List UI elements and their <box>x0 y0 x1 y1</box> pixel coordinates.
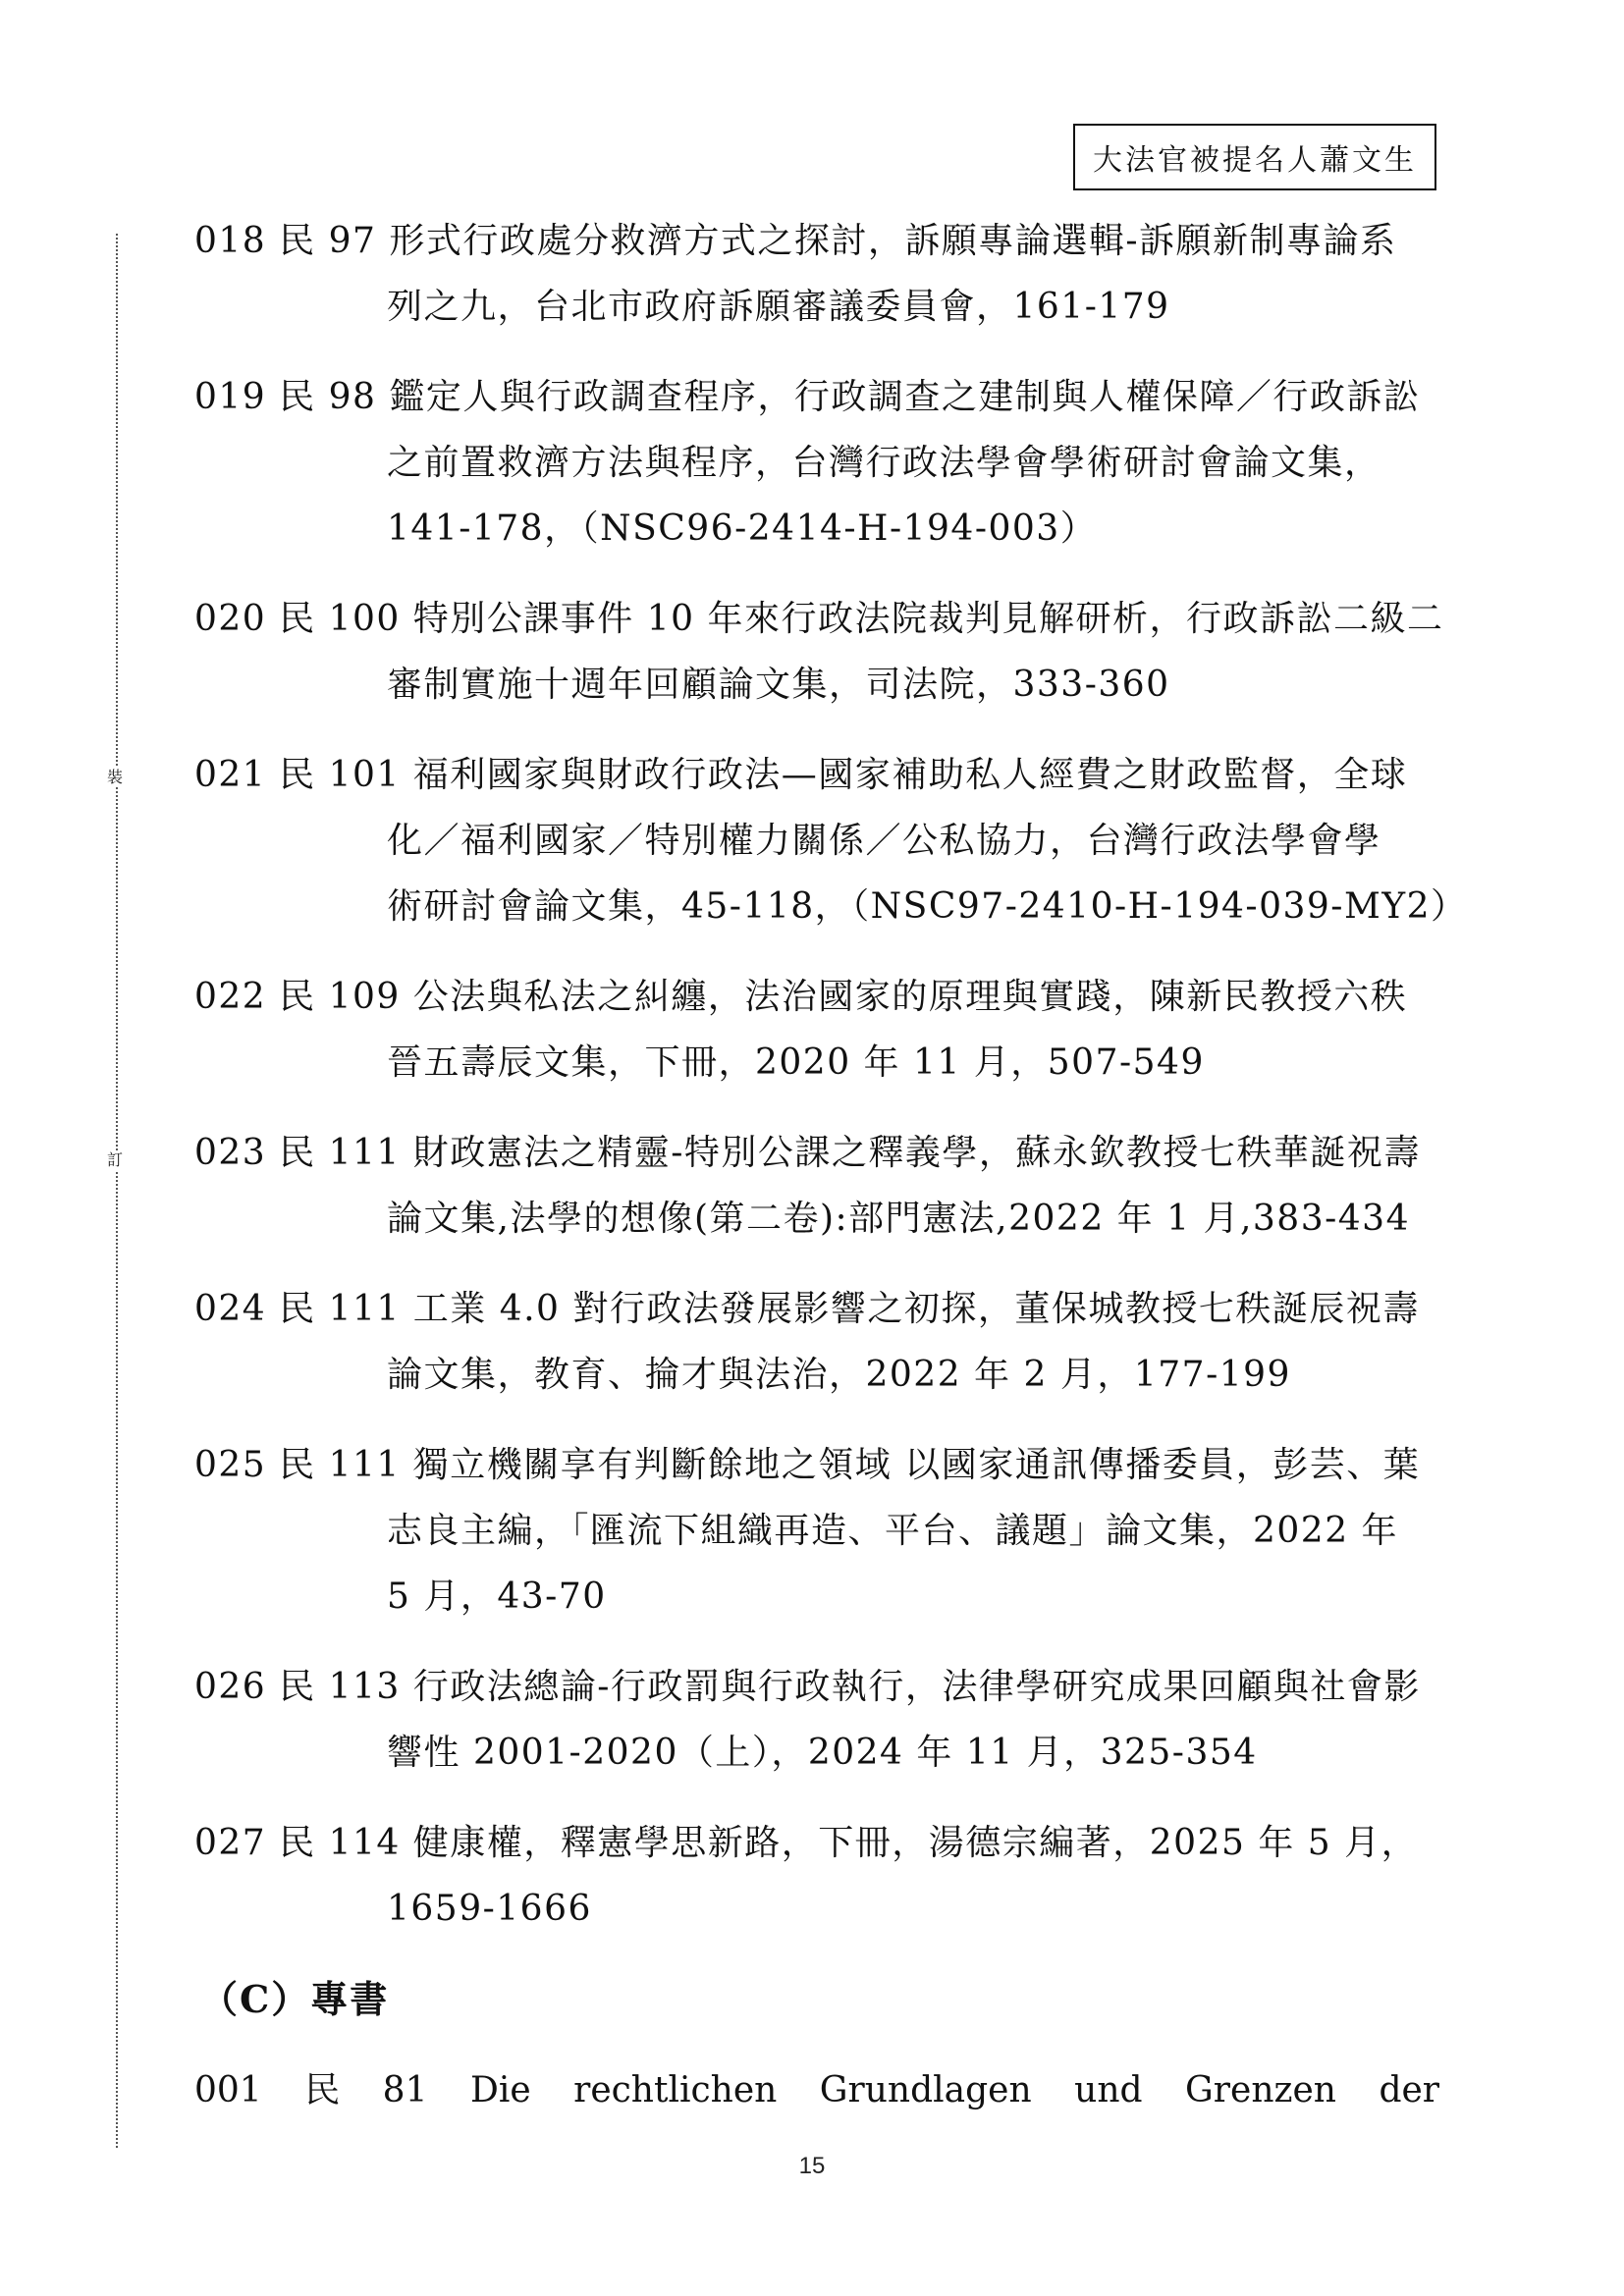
entry-word: und <box>1074 2070 1143 2110</box>
entry-continuation-line: 化／福利國家／特別權力關係／公私協力，台灣行政法學會學 <box>387 821 1381 861</box>
entry-continuation-line: 1659-1666 <box>387 1889 592 1929</box>
entry-continuation-line: 141-178，（NSC96-2414-H-194-003） <box>387 508 1098 549</box>
entry-continuation-line: 5 月，43-70 <box>387 1576 607 1617</box>
entry-word: rechtlichen <box>573 2070 778 2110</box>
list-item <box>194 1120 1439 1252</box>
entry-first-line: 025 民 111 獨立機關享有判斷餘地之領域 以國家通訊傳播委員，彭芸、葉 <box>194 1445 1421 1485</box>
monograph-entry-line <box>194 2057 1439 2123</box>
entry-continuation-line: 術研討會論文集，45-118，（NSC97-2410-H-194-039-MY2） <box>387 886 1468 927</box>
entry-word: Die <box>469 2070 531 2110</box>
entry-word: 001 <box>194 2070 262 2110</box>
entry-first-line: 027 民 114 健康權，釋憲學思新路，下冊，湯德宗編著，2025 年 5 月， <box>194 1823 1419 1863</box>
entry-continuation-line: 志良主編，「匯流下組織再造、平台、議題」論文集，2022 年 <box>387 1511 1399 1551</box>
publication-list <box>194 208 1468 2123</box>
entry-first-line: 023 民 111 財政憲法之精靈-特別公課之釋義學，蘇永欽教授七秩華誕祝壽 <box>194 1133 1421 1173</box>
list-item <box>194 1810 1439 1942</box>
entry-word: der <box>1379 2070 1439 2110</box>
entry-first-line: 019 民 98 鑑定人與行政調查程序，行政調查之建制與人權保障／行政訴訟 <box>194 377 1421 417</box>
binding-mark-bottom: 訂 <box>107 1150 124 1169</box>
section-heading-monographs: （C）專書 <box>200 1977 390 2021</box>
page-number: 15 <box>798 2153 826 2179</box>
list-item <box>194 742 1468 939</box>
entry-word: 民 <box>304 2070 341 2110</box>
entry-first-line: 022 民 109 公法與私法之糾纏，法治國家的原理與實踐，陳新民教授六秩 <box>194 977 1408 1017</box>
list-item <box>194 1276 1439 1408</box>
entry-word: Grenzen <box>1185 2070 1336 2110</box>
entry-continuation-line: 審制實施十週年回顧論文集，司法院，333-360 <box>387 665 1170 705</box>
entry-first-line: 024 民 111 工業 4.0 對行政法發展影響之初探，董保城教授七秩誕辰祝壽 <box>194 1289 1420 1329</box>
entry-continuation-line: 之前置救濟方法與程序，台灣行政法學會學術研討會論文集， <box>387 443 1381 483</box>
list-item <box>194 586 1444 718</box>
list-item <box>194 208 1439 340</box>
entry-first-line: 020 民 100 特別公課事件 10 年來行政法院裁判見解研析，行政訴訟二級二 <box>194 599 1444 639</box>
list-item <box>194 364 1439 561</box>
entry-continuation-line: 列之九，台北市政府訴願審議委員會，161-179 <box>387 287 1170 327</box>
list-item <box>194 1654 1439 1786</box>
entry-word: Grundlagen <box>819 2070 1032 2110</box>
entry-continuation-line: 論文集,法學的想像(第二卷):部門憲法,2022 年 1 月,383-434 <box>387 1199 1410 1239</box>
entry-continuation-line: 晉五壽辰文集，下冊，2020 年 11 月，507-549 <box>387 1042 1205 1083</box>
list-item <box>194 1432 1439 1629</box>
entry-continuation-line: 論文集，教育、掄才與法治，2022 年 2 月，177-199 <box>387 1355 1291 1395</box>
entry-first-line: 026 民 113 行政法總論-行政罰與行政執行，法律學研究成果回顧與社會影 <box>194 1667 1421 1707</box>
document-header-label: 大法官被提名人蕭文生 <box>1073 124 1436 190</box>
entry-first-line: 018 民 97 形式行政處分救濟方式之探討，訴願專論選輯-訴願新制專論系 <box>194 221 1397 261</box>
entry-first-line: 021 民 101 福利國家與財政行政法—國家補助私人經費之財政監督，全球 <box>194 755 1408 795</box>
list-item <box>194 964 1439 1095</box>
binding-mark-top: 裝 <box>107 768 124 786</box>
entry-word: 81 <box>382 2070 428 2110</box>
entry-continuation-line: 響性 2001-2020（上），2024 年 11 月，325-354 <box>387 1733 1258 1773</box>
binding-margin-line <box>116 234 118 2148</box>
